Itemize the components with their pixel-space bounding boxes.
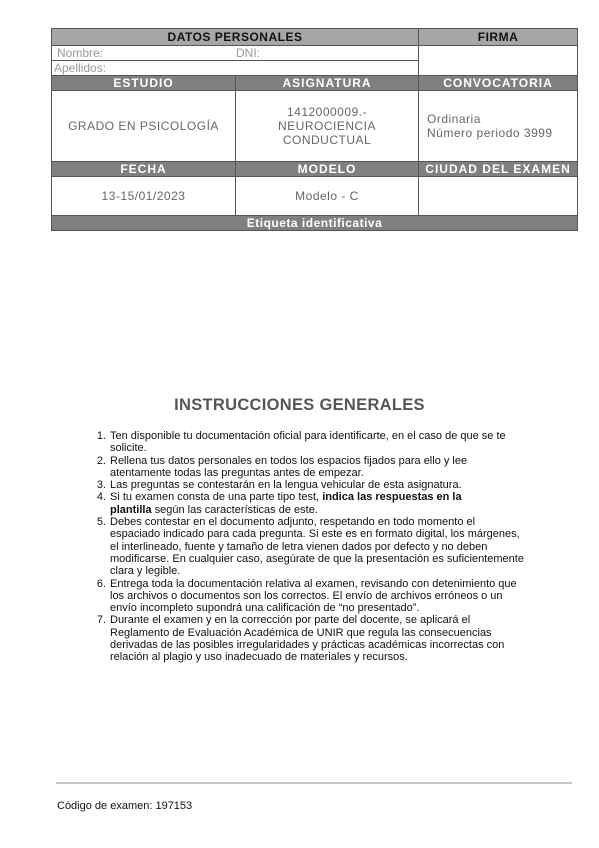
item-line: envío incompleto supondrá una calificación de “no presentado”. <box>110 602 420 615</box>
subject-code: 1412000009.- <box>286 105 368 119</box>
item-text: Si tu examen consta de una parte tipo test, <box>110 491 323 504</box>
call-heading: CONVOCATORIA <box>419 76 578 91</box>
subject-name-1: NEUROCIENCIA <box>278 119 377 133</box>
instruction-item <box>92 491 570 516</box>
item-line: modificarse. En cualquier caso, asegúrate de que la presentación es suficientemente <box>110 552 524 565</box>
subject-value <box>236 91 419 162</box>
item-bold-text: indica las respuestas en la <box>322 491 462 504</box>
date-heading: FECHA <box>52 162 236 177</box>
item-line: los archivos o documentos son los correctos. El envío de archivos erróneos o un <box>110 589 503 602</box>
item-number: 3. <box>96 479 106 492</box>
instruction-item <box>92 479 570 491</box>
item-line: Ten disponible tu documentación oficial para identificarte, en el caso de que se te <box>110 430 506 442</box>
name-label: Nombre: <box>57 46 104 60</box>
personal-data-heading: DATOS PERSONALES <box>52 29 419 46</box>
study-heading: ESTUDIO <box>52 76 236 91</box>
item-number: 6. <box>96 577 106 590</box>
id-label-bar: Etiqueta identificativa <box>52 216 578 231</box>
item-line: atentamente todas las preguntas antes de empezar. <box>110 466 364 479</box>
item-line <box>110 504 570 516</box>
instruction-item <box>92 516 570 577</box>
signature-box[interactable] <box>419 46 578 76</box>
item-number: 2. <box>96 454 106 467</box>
city-value[interactable] <box>419 177 578 216</box>
signature-heading: FIRMA <box>419 29 578 46</box>
instructions-list <box>92 430 570 664</box>
surname-label: Apellidos: <box>54 61 107 75</box>
item-line: derivadas de las posibles irregularidades y prácticas académicas incorrectas con <box>110 639 505 652</box>
item-line: Rellena tus datos personales en todos los espacios fijados para ello y lee <box>110 454 468 467</box>
item-line: Las preguntas se contestarán en la lengua vehicular de esta asignatura. <box>110 479 462 492</box>
item-line: clara y legible. <box>110 565 181 578</box>
header-table <box>51 28 578 231</box>
instruction-item <box>92 455 570 480</box>
item-line: el interlineado, fuente y tamaño de letra vienen dados por defecto y no deben <box>110 540 488 553</box>
city-heading: CIUDAD DEL EXAMEN <box>419 162 578 177</box>
exam-code: Código de examen: 197153 <box>57 800 193 812</box>
item-line: Entrega toda la documentación relativa al examen, revisando con detenimiento que <box>110 577 517 590</box>
item-line: Reglamento de Evaluación Académica de UNIR que regula las consecuencias <box>110 626 492 639</box>
item-number: 7. <box>96 614 106 627</box>
item-number: 1. <box>96 430 106 442</box>
item-text: según las características de este. <box>151 503 318 516</box>
date-value: 13-15/01/2023 <box>52 177 236 216</box>
name-dni-row[interactable] <box>52 46 419 61</box>
exam-header <box>51 28 577 231</box>
item-line: Debes contestar en el documento adjunto, respetando en todo momento el <box>110 516 476 529</box>
item-line <box>110 491 570 503</box>
study-value: GRADO EN PSICOLOGÍA <box>52 91 236 162</box>
instruction-item <box>92 430 570 455</box>
dni-label: DNI: <box>236 46 261 60</box>
model-value: Modelo - C <box>236 177 419 216</box>
item-number: 5. <box>96 516 106 529</box>
footer-divider <box>56 782 572 784</box>
instruction-item <box>92 578 570 615</box>
item-bold-text: plantilla <box>110 503 152 516</box>
instruction-item <box>92 614 570 663</box>
call-period: Número periodo 3999 <box>427 126 553 140</box>
item-line: relación al plagio y uso inadecuado de materiales y recursos. <box>110 651 408 664</box>
subject-name-2: CONDUCTUAL <box>282 133 372 147</box>
item-line: espaciado indicado para cada pregunta. Si este es en formato digital, los márgenes, <box>110 528 520 541</box>
model-heading: MODELO <box>236 162 419 177</box>
call-type: Ordinaria <box>427 112 481 126</box>
item-line: solicite. <box>110 442 147 455</box>
call-value <box>419 91 578 162</box>
surname-field[interactable] <box>52 61 419 76</box>
subject-heading: ASIGNATURA <box>236 76 419 91</box>
item-number: 4. <box>96 491 106 504</box>
instructions-title: INSTRUCCIONES GENERALES <box>174 396 425 414</box>
item-line: Durante el examen y en la corrección por parte del docente, se aplicará el <box>110 614 471 627</box>
